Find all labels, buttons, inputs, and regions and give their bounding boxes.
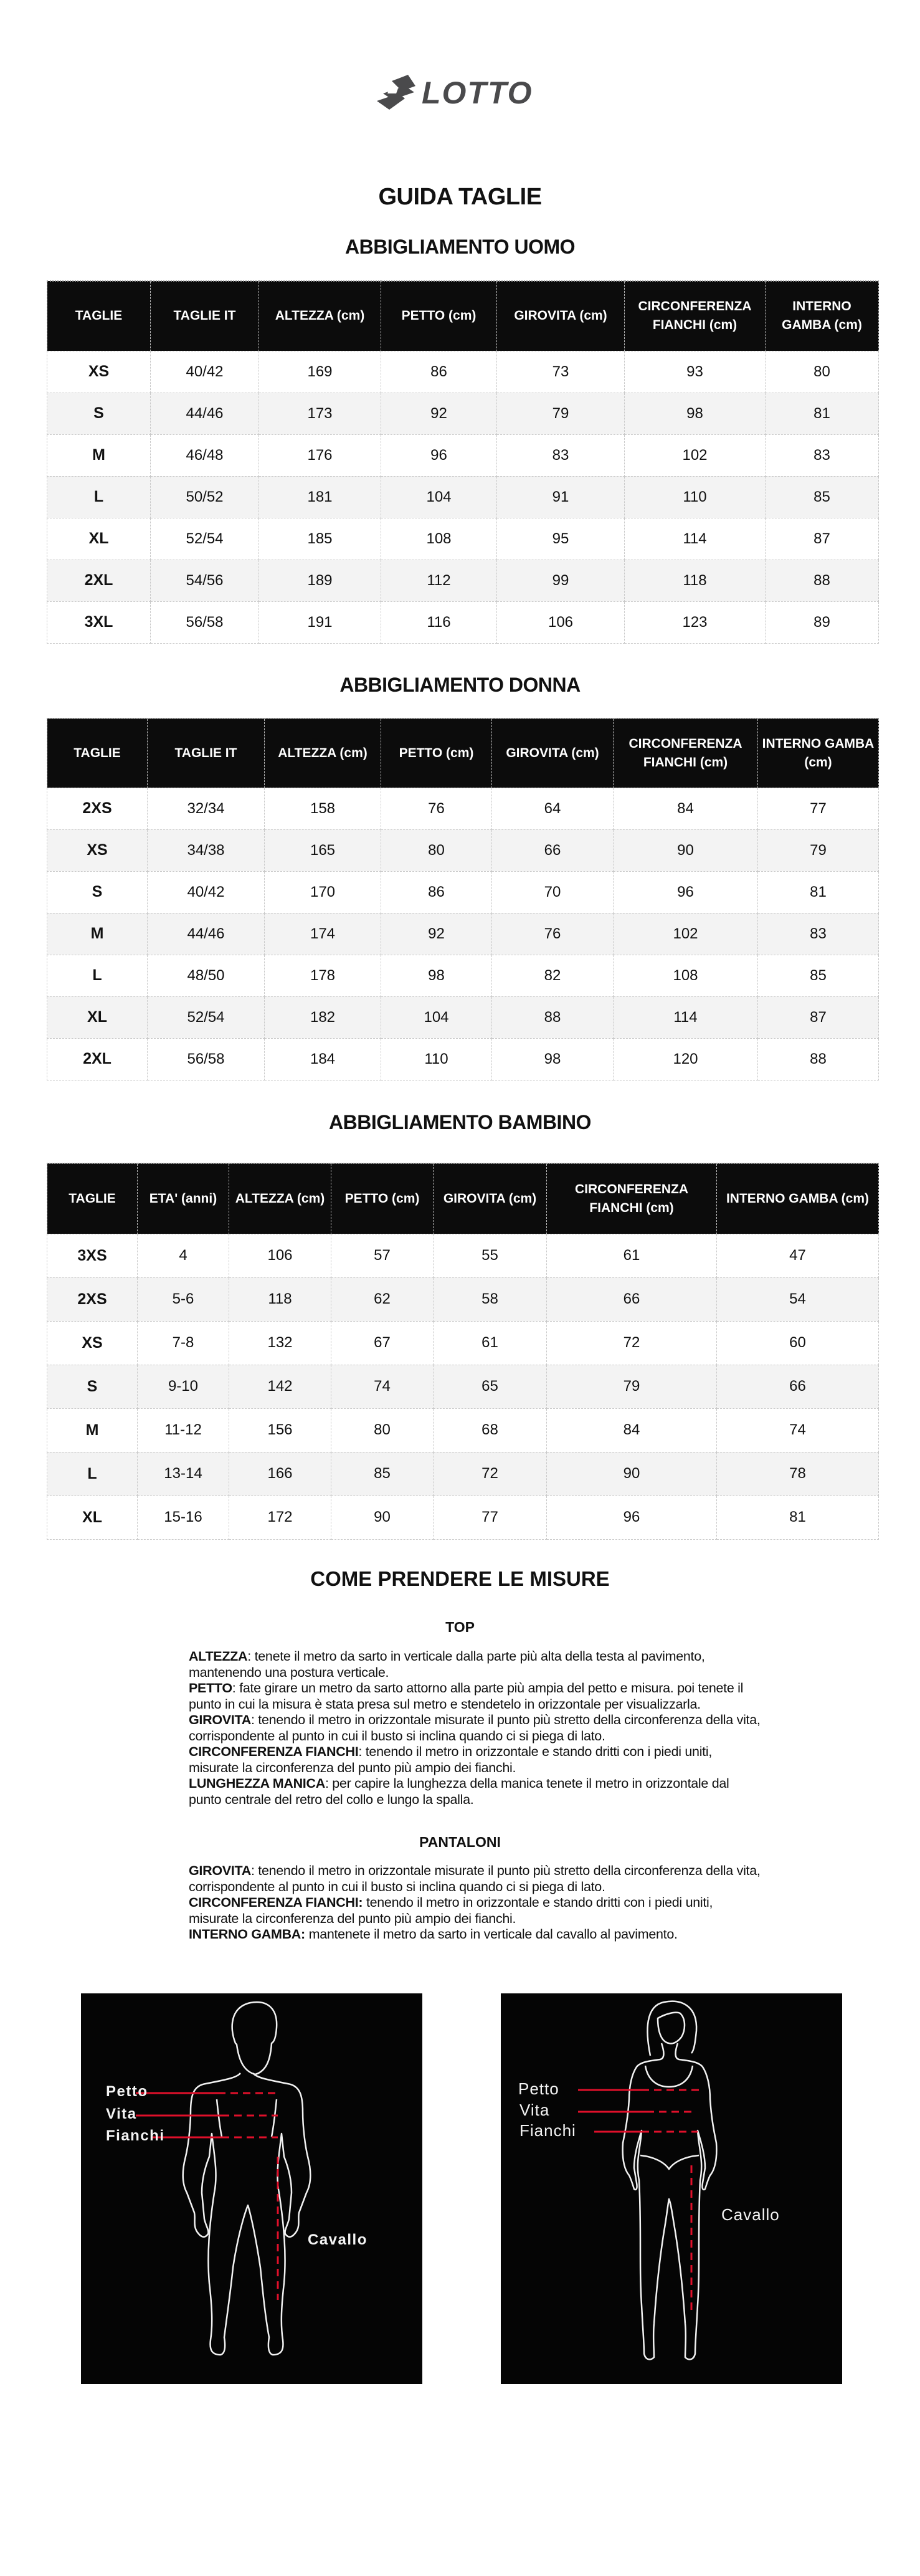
- size-table-bambino: [47, 1163, 879, 1540]
- female-body-outline: [501, 1993, 842, 2384]
- value-cell: 85: [331, 1452, 434, 1496]
- value-cell: 46/48: [151, 434, 259, 476]
- table-row: [47, 1321, 879, 1365]
- instruction-text: : tenendo il metro in orizzontale e stando dritti con i piedi uniti, misurate la circonferenza del punto più ampio dei fianchi.: [189, 1744, 713, 1775]
- value-cell: 82: [492, 955, 614, 996]
- value-cell: 98: [625, 393, 766, 434]
- value-cell: 61: [547, 1234, 717, 1277]
- value-cell: 99: [497, 560, 625, 601]
- female-label-crotch: Cavallo: [721, 2205, 780, 2224]
- value-cell: 15-16: [138, 1496, 229, 1539]
- value-cell: 102: [614, 913, 758, 955]
- instruction-term: GIROVITA: [189, 1712, 251, 1727]
- value-cell: 56/58: [151, 601, 259, 643]
- value-cell: 189: [259, 560, 381, 601]
- value-cell: 9-10: [138, 1365, 229, 1408]
- value-cell: 81: [717, 1496, 879, 1539]
- value-cell: 90: [547, 1452, 717, 1496]
- table-row: [47, 1365, 879, 1408]
- value-cell: 174: [265, 913, 381, 955]
- value-cell: 104: [381, 996, 492, 1038]
- value-cell: 170: [265, 871, 381, 913]
- table-row: [47, 871, 879, 913]
- howto-title: COME PRENDERE LE MISURE: [310, 1567, 610, 1590]
- value-cell: 90: [331, 1496, 434, 1539]
- value-cell: 78: [717, 1452, 879, 1496]
- value-cell: 80: [331, 1408, 434, 1452]
- size-cell: L: [47, 955, 148, 996]
- instruction-text: tenendo il metro in orizzontale e stando dritti con i piedi uniti, misurate la circonferenza del punto più ampio dei fianchi.: [189, 1895, 713, 1926]
- table-row: [47, 1496, 879, 1539]
- value-cell: 156: [229, 1408, 331, 1452]
- table-header-row: [47, 718, 879, 788]
- value-cell: 85: [766, 476, 879, 518]
- value-cell: 106: [497, 601, 625, 643]
- value-cell: 110: [625, 476, 766, 518]
- value-cell: 96: [547, 1496, 717, 1539]
- value-cell: 5-6: [138, 1277, 229, 1321]
- value-cell: 173: [259, 393, 381, 434]
- value-cell: 48/50: [148, 955, 265, 996]
- value-cell: 185: [259, 518, 381, 560]
- page-title: GUIDA TAGLIE: [378, 184, 542, 210]
- instruction-text: : fate girare un metro da sarto attorno alla parte più ampia del petto e misura. poi tenete il punto in cui la misura è stata presa sul metro e stendetelo in orizzontale per visualizzarla.: [189, 1681, 744, 1712]
- size-table-donna: [47, 718, 879, 1080]
- value-cell: 116: [381, 601, 497, 643]
- table-header-row: [47, 281, 879, 351]
- logo-text: LOTTO: [422, 75, 533, 110]
- size-cell: XL: [47, 1496, 138, 1539]
- value-cell: 58: [434, 1277, 547, 1321]
- value-cell: 77: [434, 1496, 547, 1539]
- size-table-uomo: [47, 280, 879, 644]
- howto-top-title: TOP: [445, 1619, 475, 1635]
- value-cell: 176: [259, 434, 381, 476]
- column-header: PETTO (cm): [381, 718, 492, 788]
- value-cell: 60: [717, 1321, 879, 1365]
- value-cell: 4: [138, 1234, 229, 1277]
- value-cell: 67: [331, 1321, 434, 1365]
- value-cell: 74: [331, 1365, 434, 1408]
- column-header: ALTEZZA (cm): [259, 281, 381, 351]
- column-header: PETTO (cm): [331, 1163, 434, 1234]
- value-cell: 92: [381, 913, 492, 955]
- size-cell: 3XL: [47, 601, 151, 643]
- value-cell: 32/34: [148, 788, 265, 829]
- howto-pantaloni-title: PANTALONI: [419, 1834, 501, 1850]
- table-row: [47, 1452, 879, 1496]
- value-cell: 54/56: [151, 560, 259, 601]
- value-cell: 81: [766, 393, 879, 434]
- value-cell: 83: [497, 434, 625, 476]
- table-row: [47, 1234, 879, 1277]
- column-header: GIROVITA (cm): [434, 1163, 547, 1234]
- instruction-text: : per capire la lunghezza della manica tenete il metro in orizzontale dal punto centrale del retro del collo e lungo la spalla.: [189, 1776, 729, 1807]
- instruction-term: ALTEZZA: [189, 1649, 248, 1664]
- section-title-donna: ABBIGLIAMENTO DONNA: [339, 674, 581, 696]
- table-row: [47, 434, 879, 476]
- column-header: ALTEZZA (cm): [265, 718, 381, 788]
- size-cell: M: [47, 1408, 138, 1452]
- instruction-term: PETTO: [189, 1681, 232, 1696]
- value-cell: 52/54: [151, 518, 259, 560]
- value-cell: 89: [766, 601, 879, 643]
- size-cell: XS: [47, 1321, 138, 1365]
- instruction-text: : tenendo il metro in orizzontale misurate il punto più stretto della circonferenza della vita, corrispondente al punto in cui il busto si inclina quando ci si piega di lato.: [189, 1712, 761, 1744]
- column-header: CIRCONFERENZA FIANCHI (cm): [547, 1163, 717, 1234]
- value-cell: 66: [492, 829, 614, 871]
- value-cell: 86: [381, 351, 497, 393]
- column-header: ETA' (anni): [138, 1163, 229, 1234]
- value-cell: 40/42: [151, 351, 259, 393]
- female-label-hips: Fianchi: [519, 2121, 576, 2140]
- column-header: GIROVITA (cm): [497, 281, 625, 351]
- table-row: [47, 829, 879, 871]
- value-cell: 64: [492, 788, 614, 829]
- value-cell: 56/58: [148, 1038, 265, 1080]
- howto-pantaloni-text: [189, 1863, 762, 1943]
- value-cell: 81: [758, 871, 879, 913]
- value-cell: 79: [547, 1365, 717, 1408]
- value-cell: 88: [766, 560, 879, 601]
- table-row: [47, 351, 879, 393]
- instruction-term: INTERNO GAMBA:: [189, 1927, 305, 1942]
- howto-top-text: [189, 1649, 762, 1808]
- value-cell: 86: [381, 871, 492, 913]
- size-cell: L: [47, 476, 151, 518]
- value-cell: 74: [717, 1408, 879, 1452]
- value-cell: 73: [497, 351, 625, 393]
- male-label-crotch: Cavallo: [308, 2231, 368, 2248]
- value-cell: 90: [614, 829, 758, 871]
- value-cell: 54: [717, 1277, 879, 1321]
- size-cell: XL: [47, 996, 148, 1038]
- column-header: GIROVITA (cm): [492, 718, 614, 788]
- value-cell: 166: [229, 1452, 331, 1496]
- value-cell: 44/46: [148, 913, 265, 955]
- value-cell: 87: [758, 996, 879, 1038]
- table-row: [47, 518, 879, 560]
- size-cell: 3XS: [47, 1234, 138, 1277]
- column-header: TAGLIE: [47, 718, 148, 788]
- instruction-term: GIROVITA: [189, 1863, 251, 1878]
- male-label-chest: Petto: [106, 2083, 148, 2100]
- value-cell: 83: [766, 434, 879, 476]
- female-figure-illustration: [501, 1993, 842, 2384]
- value-cell: 88: [758, 1038, 879, 1080]
- instruction-item: [189, 1681, 762, 1712]
- instruction-item: [189, 1863, 762, 1895]
- value-cell: 91: [497, 476, 625, 518]
- size-cell: M: [47, 913, 148, 955]
- value-cell: 104: [381, 476, 497, 518]
- table-row: [47, 1408, 879, 1452]
- value-cell: 84: [547, 1408, 717, 1452]
- value-cell: 96: [381, 434, 497, 476]
- table-row: [47, 788, 879, 829]
- column-header: INTERNO GAMBA (cm): [766, 281, 879, 351]
- value-cell: 47: [717, 1234, 879, 1277]
- value-cell: 57: [331, 1234, 434, 1277]
- value-cell: 112: [381, 560, 497, 601]
- value-cell: 50/52: [151, 476, 259, 518]
- value-cell: 61: [434, 1321, 547, 1365]
- value-cell: 87: [766, 518, 879, 560]
- value-cell: 76: [381, 788, 492, 829]
- instruction-item: [189, 1895, 762, 1927]
- instruction-item: [189, 1776, 762, 1808]
- value-cell: 76: [492, 913, 614, 955]
- value-cell: 172: [229, 1496, 331, 1539]
- value-cell: 114: [614, 996, 758, 1038]
- value-cell: 165: [265, 829, 381, 871]
- value-cell: 98: [492, 1038, 614, 1080]
- instruction-term: CIRCONFERENZA FIANCHI: [189, 1744, 359, 1759]
- column-header: TAGLIE IT: [151, 281, 259, 351]
- value-cell: 62: [331, 1277, 434, 1321]
- value-cell: 184: [265, 1038, 381, 1080]
- size-cell: S: [47, 871, 148, 913]
- value-cell: 34/38: [148, 829, 265, 871]
- table-row: [47, 913, 879, 955]
- value-cell: 108: [614, 955, 758, 996]
- column-header: TAGLIE: [47, 1163, 138, 1234]
- size-cell: S: [47, 393, 151, 434]
- table-row: [47, 955, 879, 996]
- size-cell: 2XL: [47, 1038, 148, 1080]
- value-cell: 80: [766, 351, 879, 393]
- value-cell: 66: [547, 1277, 717, 1321]
- table-row: [47, 1277, 879, 1321]
- size-cell: M: [47, 434, 151, 476]
- value-cell: 68: [434, 1408, 547, 1452]
- value-cell: 44/46: [151, 393, 259, 434]
- value-cell: 80: [381, 829, 492, 871]
- value-cell: 123: [625, 601, 766, 643]
- value-cell: 11-12: [138, 1408, 229, 1452]
- size-cell: 2XS: [47, 788, 148, 829]
- table-row: [47, 560, 879, 601]
- size-cell: L: [47, 1452, 138, 1496]
- value-cell: 132: [229, 1321, 331, 1365]
- value-cell: 83: [758, 913, 879, 955]
- value-cell: 13-14: [138, 1452, 229, 1496]
- value-cell: 142: [229, 1365, 331, 1408]
- value-cell: 118: [625, 560, 766, 601]
- instruction-text: : tenendo il metro in orizzontale misurate il punto più stretto della circonferenza della vita, corrispondente al punto in cui il busto si inclina quando ci si piega di lato.: [189, 1863, 761, 1894]
- value-cell: 191: [259, 601, 381, 643]
- value-cell: 77: [758, 788, 879, 829]
- size-cell: S: [47, 1365, 138, 1408]
- column-header: TAGLIE: [47, 281, 151, 351]
- column-header: TAGLIE IT: [148, 718, 265, 788]
- instruction-text: mantenete il metro da sarto in verticale dal cavallo al pavimento.: [305, 1927, 678, 1942]
- value-cell: 40/42: [148, 871, 265, 913]
- lotto-logo-mark: [377, 75, 551, 110]
- size-cell: 2XL: [47, 560, 151, 601]
- value-cell: 120: [614, 1038, 758, 1080]
- size-cell: 2XS: [47, 1277, 138, 1321]
- table-row: [47, 601, 879, 643]
- value-cell: 106: [229, 1234, 331, 1277]
- value-cell: 66: [717, 1365, 879, 1408]
- table-row: [47, 476, 879, 518]
- instruction-item: [189, 1649, 762, 1681]
- value-cell: 92: [381, 393, 497, 434]
- value-cell: 178: [265, 955, 381, 996]
- value-cell: 84: [614, 788, 758, 829]
- value-cell: 55: [434, 1234, 547, 1277]
- column-header: ALTEZZA (cm): [229, 1163, 331, 1234]
- value-cell: 79: [758, 829, 879, 871]
- column-header: INTERNO GAMBA (cm): [717, 1163, 879, 1234]
- value-cell: 93: [625, 351, 766, 393]
- size-cell: XL: [47, 518, 151, 560]
- value-cell: 158: [265, 788, 381, 829]
- female-label-chest: Petto: [518, 2079, 559, 2098]
- table-row: [47, 393, 879, 434]
- value-cell: 118: [229, 1277, 331, 1321]
- value-cell: 102: [625, 434, 766, 476]
- value-cell: 79: [497, 393, 625, 434]
- column-header: PETTO (cm): [381, 281, 497, 351]
- instruction-item: [189, 1712, 762, 1744]
- size-cell: XS: [47, 351, 151, 393]
- instruction-item: [189, 1927, 762, 1943]
- column-header: CIRCONFERENZA FIANCHI (cm): [625, 281, 766, 351]
- instruction-term: LUNGHEZZA MANICA: [189, 1776, 325, 1791]
- value-cell: 7-8: [138, 1321, 229, 1365]
- value-cell: 169: [259, 351, 381, 393]
- column-header: INTERNO GAMBA (cm): [758, 718, 879, 788]
- table-row: [47, 996, 879, 1038]
- male-figure-illustration: [81, 1993, 422, 2384]
- value-cell: 114: [625, 518, 766, 560]
- value-cell: 52/54: [148, 996, 265, 1038]
- section-title-uomo: ABBIGLIAMENTO UOMO: [344, 236, 576, 258]
- size-cell: XS: [47, 829, 148, 871]
- male-label-hips: Fianchi: [106, 2127, 165, 2144]
- instruction-item: [189, 1744, 762, 1776]
- value-cell: 98: [381, 955, 492, 996]
- table-header-row: [47, 1163, 879, 1234]
- value-cell: 108: [381, 518, 497, 560]
- value-cell: 65: [434, 1365, 547, 1408]
- section-title-bambino: ABBIGLIAMENTO BAMBINO: [329, 1111, 591, 1133]
- value-cell: 88: [492, 996, 614, 1038]
- value-cell: 95: [497, 518, 625, 560]
- value-cell: 96: [614, 871, 758, 913]
- female-label-waist: Vita: [519, 2101, 550, 2119]
- value-cell: 72: [434, 1452, 547, 1496]
- value-cell: 181: [259, 476, 381, 518]
- value-cell: 182: [265, 996, 381, 1038]
- lotto-logo: [377, 75, 551, 110]
- instruction-text: : tenete il metro da sarto in verticale dalla parte più alta della testa al pavimento, mantenendo una postura verticale.: [189, 1649, 705, 1680]
- value-cell: 110: [381, 1038, 492, 1080]
- male-label-waist: Vita: [106, 2106, 137, 2122]
- value-cell: 72: [547, 1321, 717, 1365]
- instruction-term: CIRCONFERENZA FIANCHI:: [189, 1895, 363, 1910]
- table-row: [47, 1038, 879, 1080]
- value-cell: 85: [758, 955, 879, 996]
- value-cell: 70: [492, 871, 614, 913]
- column-header: CIRCONFERENZA FIANCHI (cm): [614, 718, 758, 788]
- male-body-outline: [81, 1993, 422, 2384]
